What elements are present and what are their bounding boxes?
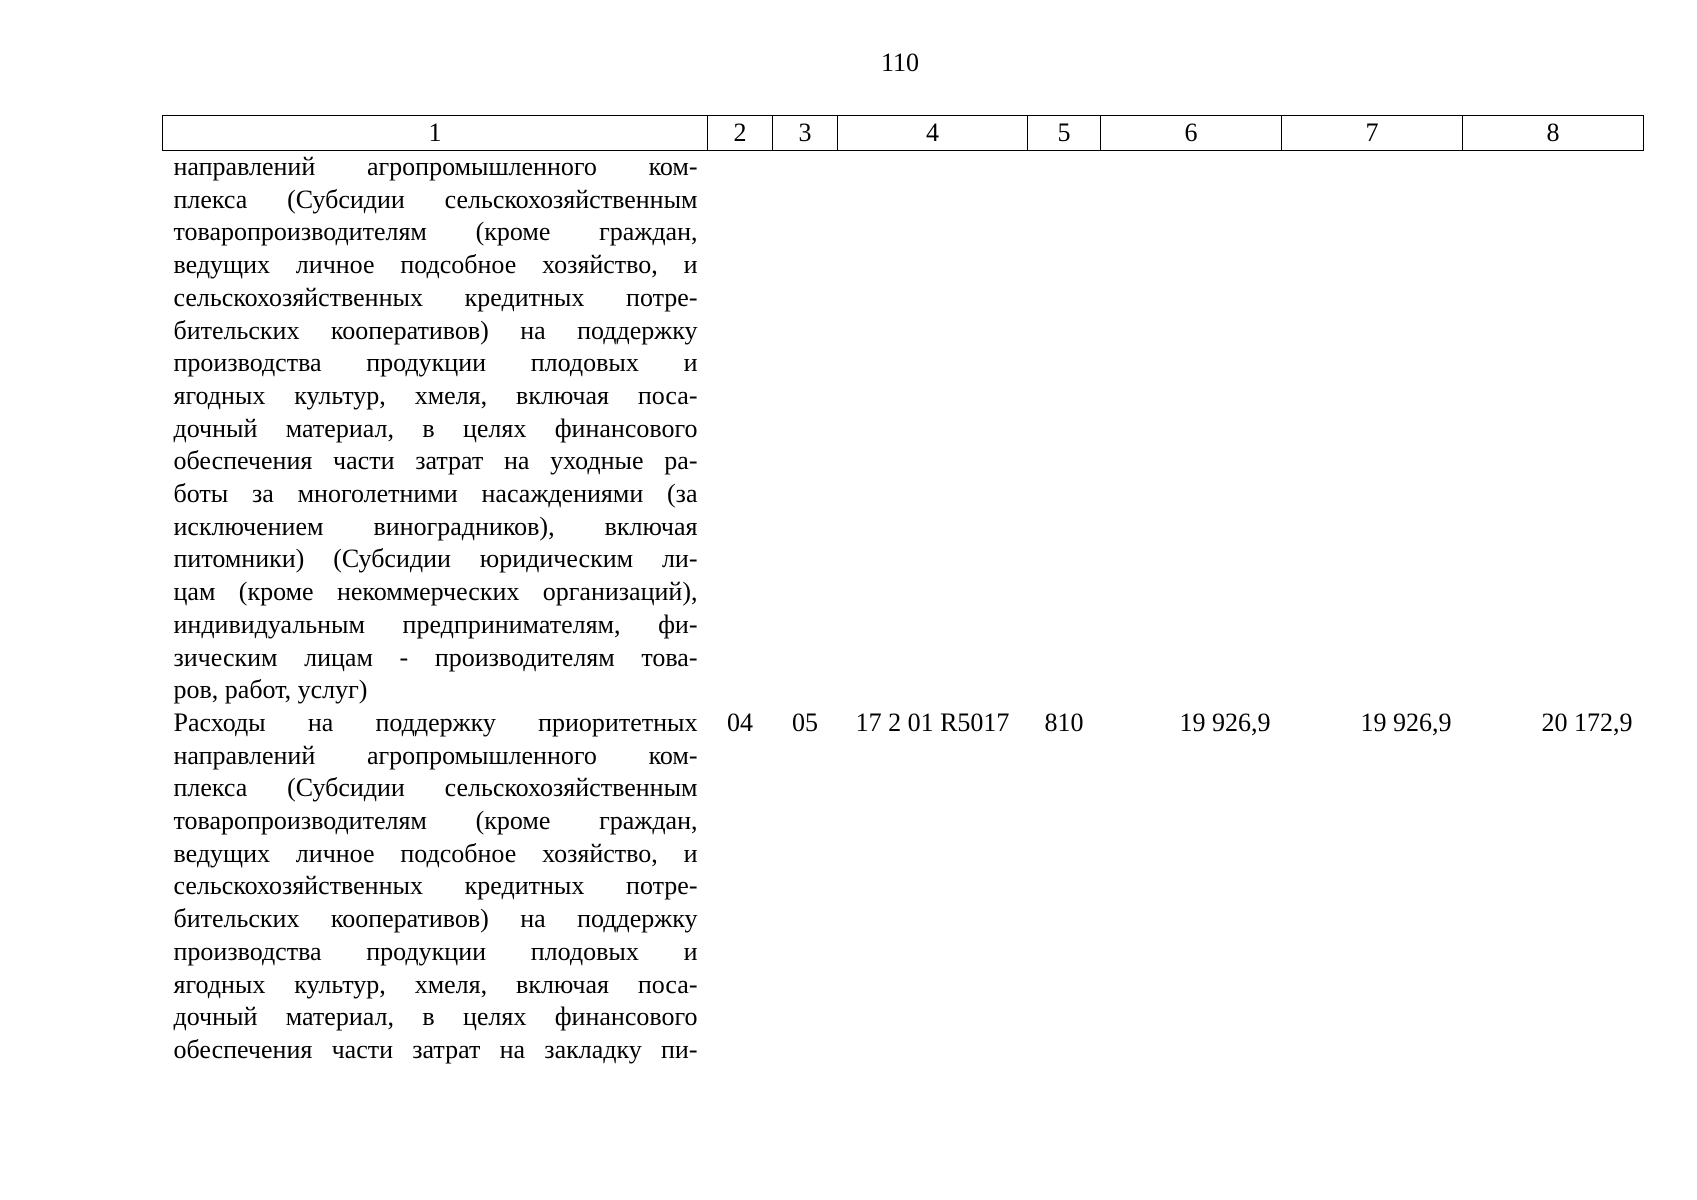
description-line: товаропроизводителям (кроме граждан, <box>173 806 698 836</box>
description-line: ров, работ, услуг) <box>173 675 368 705</box>
description-line: боты за многолетними насаждениями (за <box>173 479 698 509</box>
column-header: 5 <box>1028 116 1101 151</box>
description-line: направлений агропромышленного ком- <box>173 152 698 181</box>
description-line: бительских кооперативов) на поддержку <box>173 904 698 934</box>
amount-year-3 <box>1463 151 1644 707</box>
description-line: питомники) (Субсидии юридическим ли- <box>173 544 698 574</box>
subsection-code <box>773 151 838 707</box>
column-header: 3 <box>773 116 838 151</box>
column-header: 1 <box>163 116 708 151</box>
description-line: зическим лицам - производителям това- <box>173 642 698 672</box>
description-line: сельскохозяйственных кредитных потре- <box>173 871 698 901</box>
target-article-code: 17 2 01 R5017 <box>855 707 1010 737</box>
subsection-code: 05 <box>792 707 818 737</box>
expense-type-code: 810 <box>1044 707 1084 737</box>
amount-year-2 <box>1282 151 1463 707</box>
row-description <box>163 707 708 1067</box>
description-line: ведущих личное подсобное хозяйство, и <box>173 838 698 868</box>
description-line: товаропроизводителям (кроме граждан, <box>173 217 698 247</box>
amount-year-3: 20 172,9 <box>1541 707 1633 737</box>
description-line: цам (кроме некоммерческих организаций), <box>173 577 698 607</box>
column-header: 7 <box>1282 116 1463 151</box>
description-line: сельскохозяйственных кредитных потре- <box>173 282 698 312</box>
amount-year-2: 19 926,9 <box>1360 707 1452 737</box>
column-header: 2 <box>708 116 773 151</box>
description-line: производства продукции плодовых и <box>173 348 698 378</box>
description-line: обеспечения части затрат на закладку пи- <box>173 1034 698 1064</box>
header-row <box>163 116 1644 151</box>
description-line: исключением виноградников), включая <box>173 511 698 541</box>
section-code: 04 <box>727 707 753 737</box>
table-row <box>163 707 1644 1067</box>
column-header: 6 <box>1101 116 1282 151</box>
description-line: Расходы на поддержку приоритетных <box>173 707 698 737</box>
budget-table <box>162 115 1644 1067</box>
description-line: плекса (Субсидии сельскохозяйственным <box>173 773 698 803</box>
description-line: обеспечения части затрат на уходные ра- <box>173 446 698 476</box>
column-header: 8 <box>1463 116 1644 151</box>
description-line: ягодных культур, хмеля, включая поса- <box>173 969 698 999</box>
expense-type-code <box>1028 151 1101 707</box>
description-line: дочный материал, в целях финансового <box>173 1002 698 1032</box>
page-number: 110 <box>880 48 920 77</box>
description-line: ведущих личное подсобное хозяйство, и <box>173 250 698 280</box>
description-line: плекса (Субсидии сельскохозяйственным <box>173 184 698 214</box>
section-code <box>708 151 773 707</box>
target-article-code <box>838 151 1028 707</box>
description-line: дочный материал, в целях финансового <box>173 413 698 443</box>
row-description <box>163 151 708 707</box>
description-line: производства продукции плодовых и <box>173 936 698 966</box>
description-line: ягодных культур, хмеля, включая поса- <box>173 380 698 410</box>
description-line: направлений агропромышленного ком- <box>173 740 698 770</box>
column-header: 4 <box>838 116 1028 151</box>
amount-year-1 <box>1101 151 1282 707</box>
amount-year-1: 19 926,9 <box>1179 707 1271 737</box>
table-row <box>163 151 1644 707</box>
description-line: индивидуальным предпринимателям, фи- <box>173 609 698 639</box>
description-line: бительских кооперативов) на поддержку <box>173 315 698 345</box>
